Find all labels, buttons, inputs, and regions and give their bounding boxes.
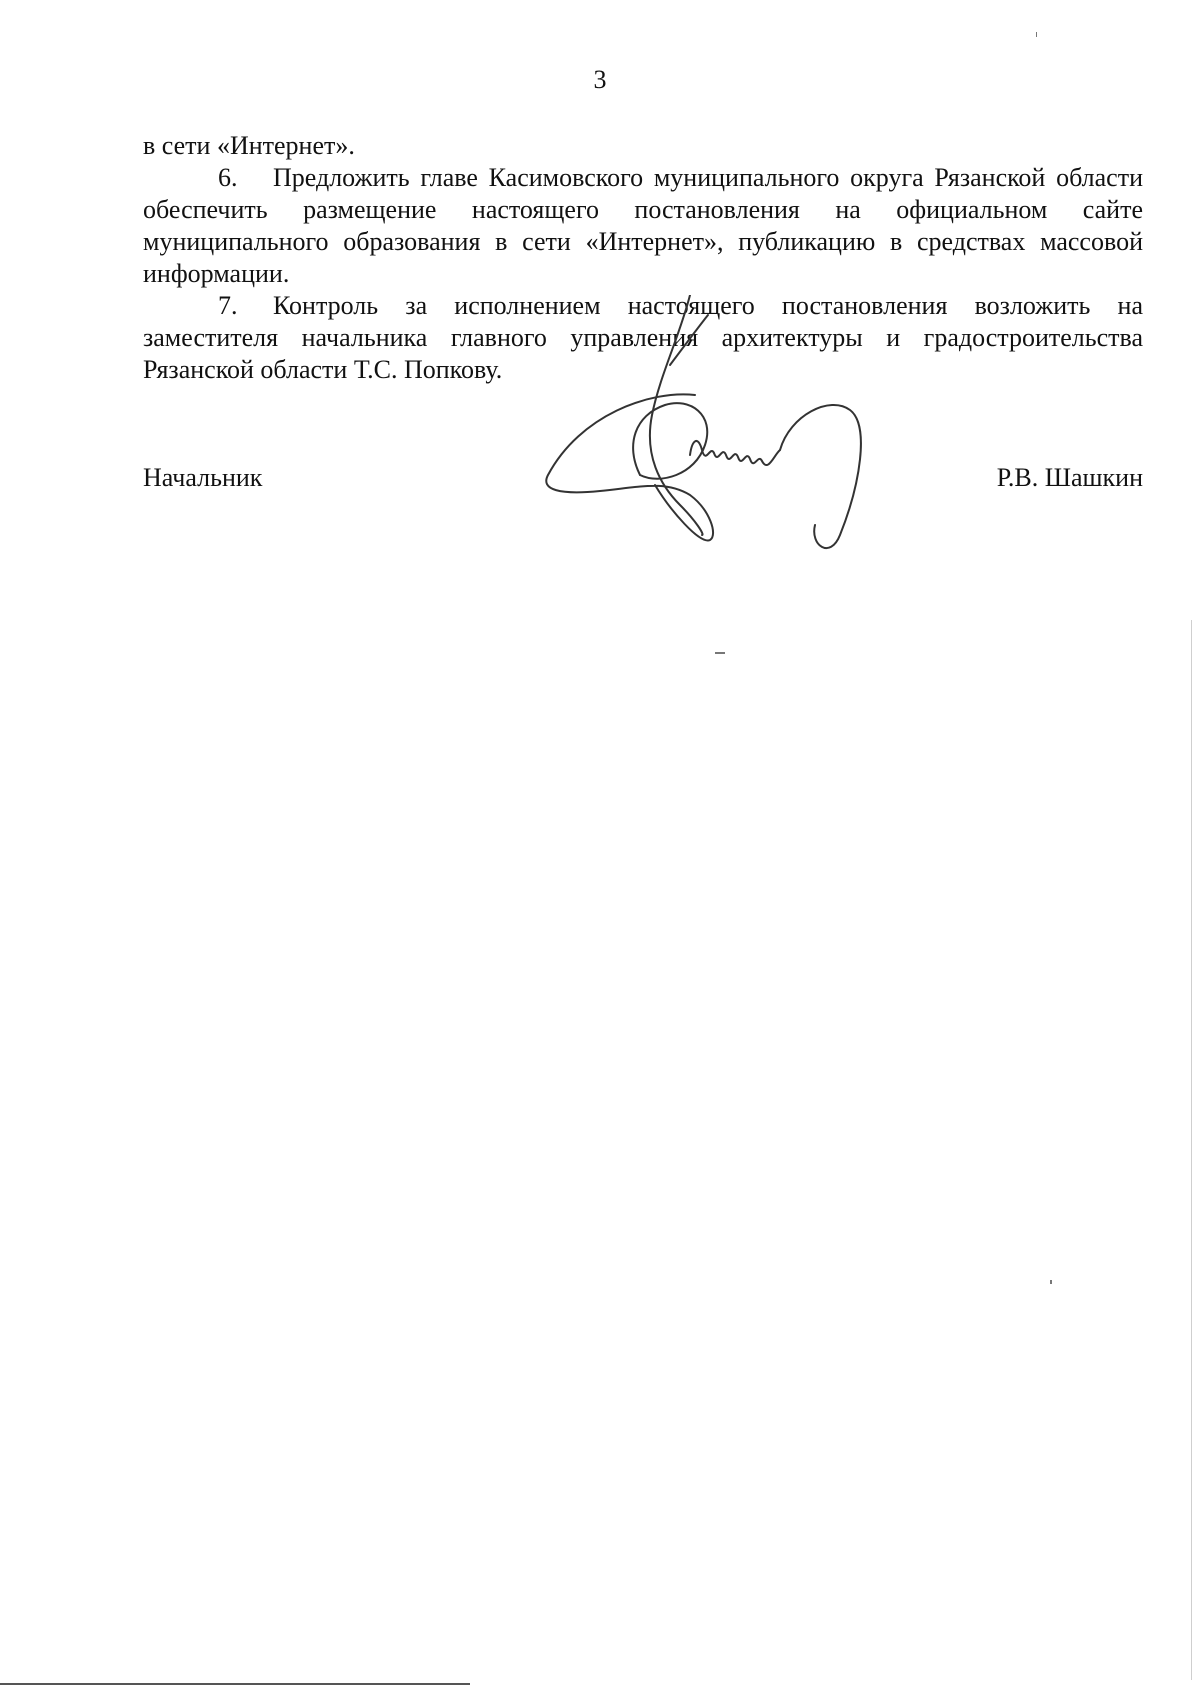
paragraph-7-text: Контроль за исполнением настоящего постановления возложить на заместителя начальника главного управления архитектуры и градостроительства Рязанской области Т.С. Попкову. [143,291,1143,384]
paragraph-6 [143,162,1143,290]
paragraph-continuation: в сети «Интернет». [143,131,355,160]
paragraph-6-number: 6. [218,163,238,192]
scan-speck [1050,1280,1052,1284]
scan-speck [715,652,725,654]
paragraph-7-number: 7. [218,291,238,320]
page-number: 3 [593,65,607,94]
paragraph-6-text: Предложить главе Касимовского муниципального округа Рязанской области обеспечить размещение настоящего постановления на официальном сайте муниципального образования в сети «Интернет», публикацию в средствах массовой информации. [143,163,1143,288]
signer-position: Начальник [143,463,263,492]
signer-name: Р.В. Шашкин [996,463,1143,492]
handwritten-signature [540,295,940,595]
scan-speck [1036,32,1037,37]
scan-edge-line-right [1191,620,1192,1680]
scan-edge-line [0,1683,470,1685]
